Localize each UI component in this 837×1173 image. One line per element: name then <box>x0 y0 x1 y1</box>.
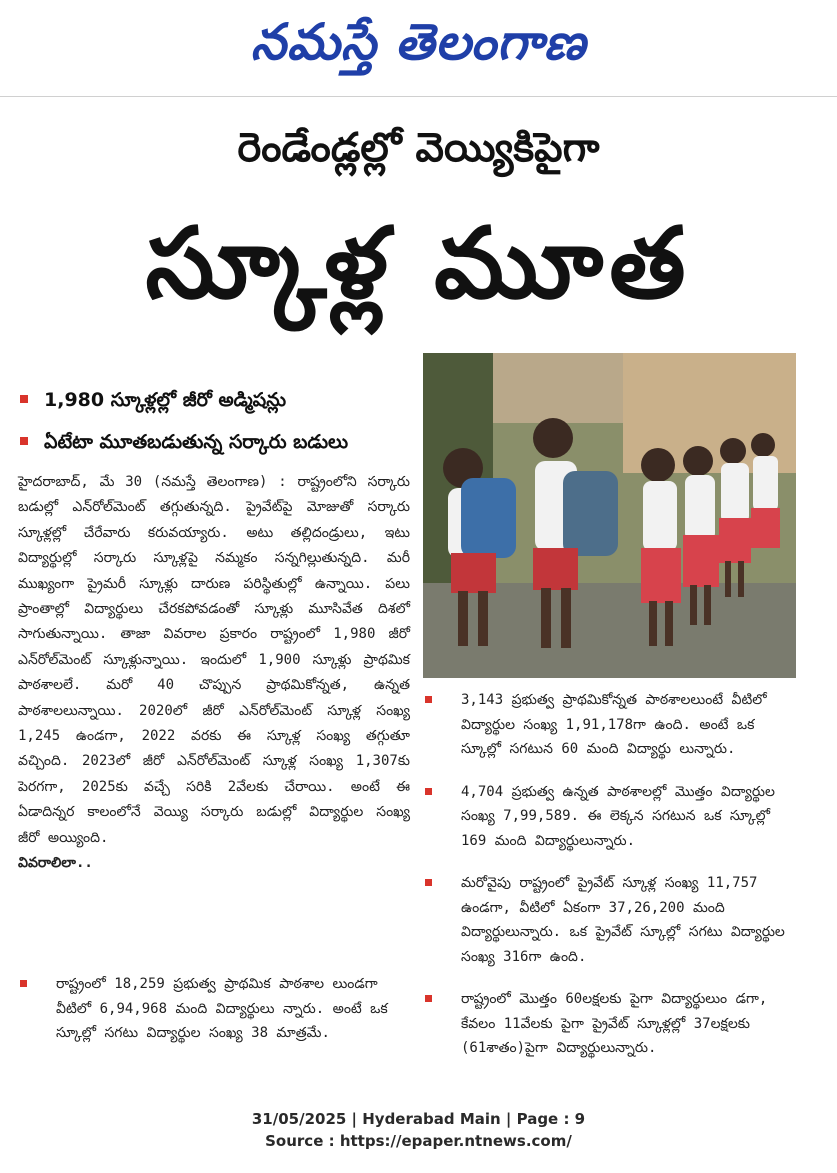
fact-item <box>18 972 410 1046</box>
fact-text: రాష్ట్రంలో 18,259 ప్రభుత్వ ప్రాథమిక పాఠశాల లుండగా వీటిలో 6,94,968 మంది విద్యార్థులు న్నారు. అంటే ఒక స్కూల్లో సగటు విద్యార్థుల సంఖ్య 38 మాత్రమే. <box>56 976 388 1041</box>
fact-item <box>423 871 801 969</box>
highlight-item <box>18 382 418 424</box>
details-subheading: వివరాలిలా.. <box>18 855 93 872</box>
fact-text: మరోవైపు రాష్ట్రంలో ప్రైవేట్ స్కూళ్ల సంఖ్య 11,757 ఉండగా, వీటిలో ఏకంగా 37,26,200 మంది విద్యార్థులున్నారు. ఒక ప్రైవేట్ స్కూల్లో సగటు విద్యార్థుల సంఖ్య 316గా ఉంది. <box>461 875 785 965</box>
highlight-item <box>18 424 418 466</box>
bullet-icon <box>425 696 432 703</box>
photo-illustration <box>423 353 796 678</box>
bullet-icon <box>20 395 28 403</box>
article-body <box>18 470 410 877</box>
right-facts-list <box>423 688 801 1079</box>
body-paragraph: హైదరాబాద్, మే 30 (నమస్తే తెలంగాణ) : రాష్ట్రంలోని సర్కారు బడుల్లో ఎన్‌రోల్‌మెంట్ తగ్గుతున్నది. ప్రైవేట్‌పై మోజుతో సర్కారు స్కూళ్లల్లో చేరేవారు కరువయ్యారు. అటు తల్లిదండ్రులు, ఇటు విద్యార్థుల్లో సర్కారు స్కూళ్లపై నమ్మకం సన్నగిల్లుతున్నది. మరీ ముఖ్యంగా ప్రైమరీ స్కూళ్లు దారుణ పరిస్థితుల్లో ఉన్నాయి. పలు ప్రాంతాల్లో విద్యార్థులు చేరకపోవడంతో స్కూళ్లు మూసివేత దిశలో సాగుతున్నాయి. తాజా వివరాల ప్రకారం రాష్ట్రంలో 1,980 జీరో ఎన్‌రోల్‌మెంట్ స్కూళ్లున్నాయి. ఇందులో 1,900 స్కూళ్లు ప్రాథమిక పాఠశాలలే. మరో 40 చొప్పున ప్రాథమికోన్నత, ఉన్నత పాఠశాలలున్నాయి. 2020లో జీరో ఎన్‌రోల్‌మెంట్ స్కూళ్ల సంఖ్య 1,245 ఉండగా, 2022 వరకు ఈ స్కూళ్ల సంఖ్య తగ్గుతూ వచ్చింది. 2023లో జీరో ఎన్‌రోల్‌మెంట్ స్కూళ్ల సంఖ్య 1,307కు పెరగగా, 2025కు వచ్చే సరికి 2వేలకు చేరాయి. అంటే ఈ ఏడాదిన్నర కాలంలోనే వెయ్యి సర్కారు బడుల్లో విద్యార్థుల సంఖ్య జీరో అయ్యింది. <box>18 474 410 846</box>
highlights-list <box>18 382 418 466</box>
fact-text: రాష్ట్రంలో మొత్తం 60లక్షలకు పైగా విద్యార్థులుం డగా, కేవలం 11వేలకు పైగా ప్రైవేట్ స్కూళ్లల్లో 37లక్షలకు (61శాతం)పైగా విద్యార్థులున్నారు. <box>461 991 768 1056</box>
bullet-icon <box>425 879 432 886</box>
masthead-divider <box>0 96 837 97</box>
fact-text: 3,143 ప్రభుత్వ ప్రాథమికోన్నత పాఠశాలలుంటే వీటిలో విద్యార్థుల సంఖ్య 1,91,178గా ఉంది. అంటే ఒక స్కూల్లో సగటున 60 మంది విద్యార్థు లున్నారు. <box>461 692 767 757</box>
highlight-text: ఏటేటా మూతబడుతున్న సర్కారు బడులు <box>44 431 349 453</box>
article-kicker: రెండేండ్లల్లో వెయ్యికిపైగా <box>237 125 600 171</box>
bullet-icon <box>20 437 28 445</box>
source-link[interactable]: Source : https://epaper.ntnews.com/ <box>265 1132 572 1150</box>
bullet-icon <box>20 980 27 987</box>
edition-info: 31/05/2025 | Hyderabad Main | Page : 9 <box>251 1110 586 1128</box>
bullet-icon <box>425 788 432 795</box>
schoolchildren-photo <box>423 353 796 678</box>
page-footer <box>0 1108 837 1152</box>
left-facts-list <box>18 972 410 1046</box>
article-headline: స్కూళ్ల మూత <box>145 207 692 321</box>
newspaper-masthead: నమస్తే తెలంగాణ <box>250 13 587 71</box>
fact-text: 4,704 ప్రభుత్వ ఉన్నత పాఠశాలల్లో మొత్తం విద్యార్థుల సంఖ్య 7,99,589. ఈ లెక్కన సగటున ఒక స్కూల్లో 169 మంది విద్యార్థులున్నారు. <box>461 783 775 849</box>
fact-item <box>423 780 801 854</box>
highlight-text: 1,980 స్కూళ్లల్లో జీరో అడ్మిషన్లు <box>44 389 287 411</box>
bullet-icon <box>425 995 432 1002</box>
fact-item <box>423 688 801 762</box>
fact-item <box>423 987 801 1061</box>
